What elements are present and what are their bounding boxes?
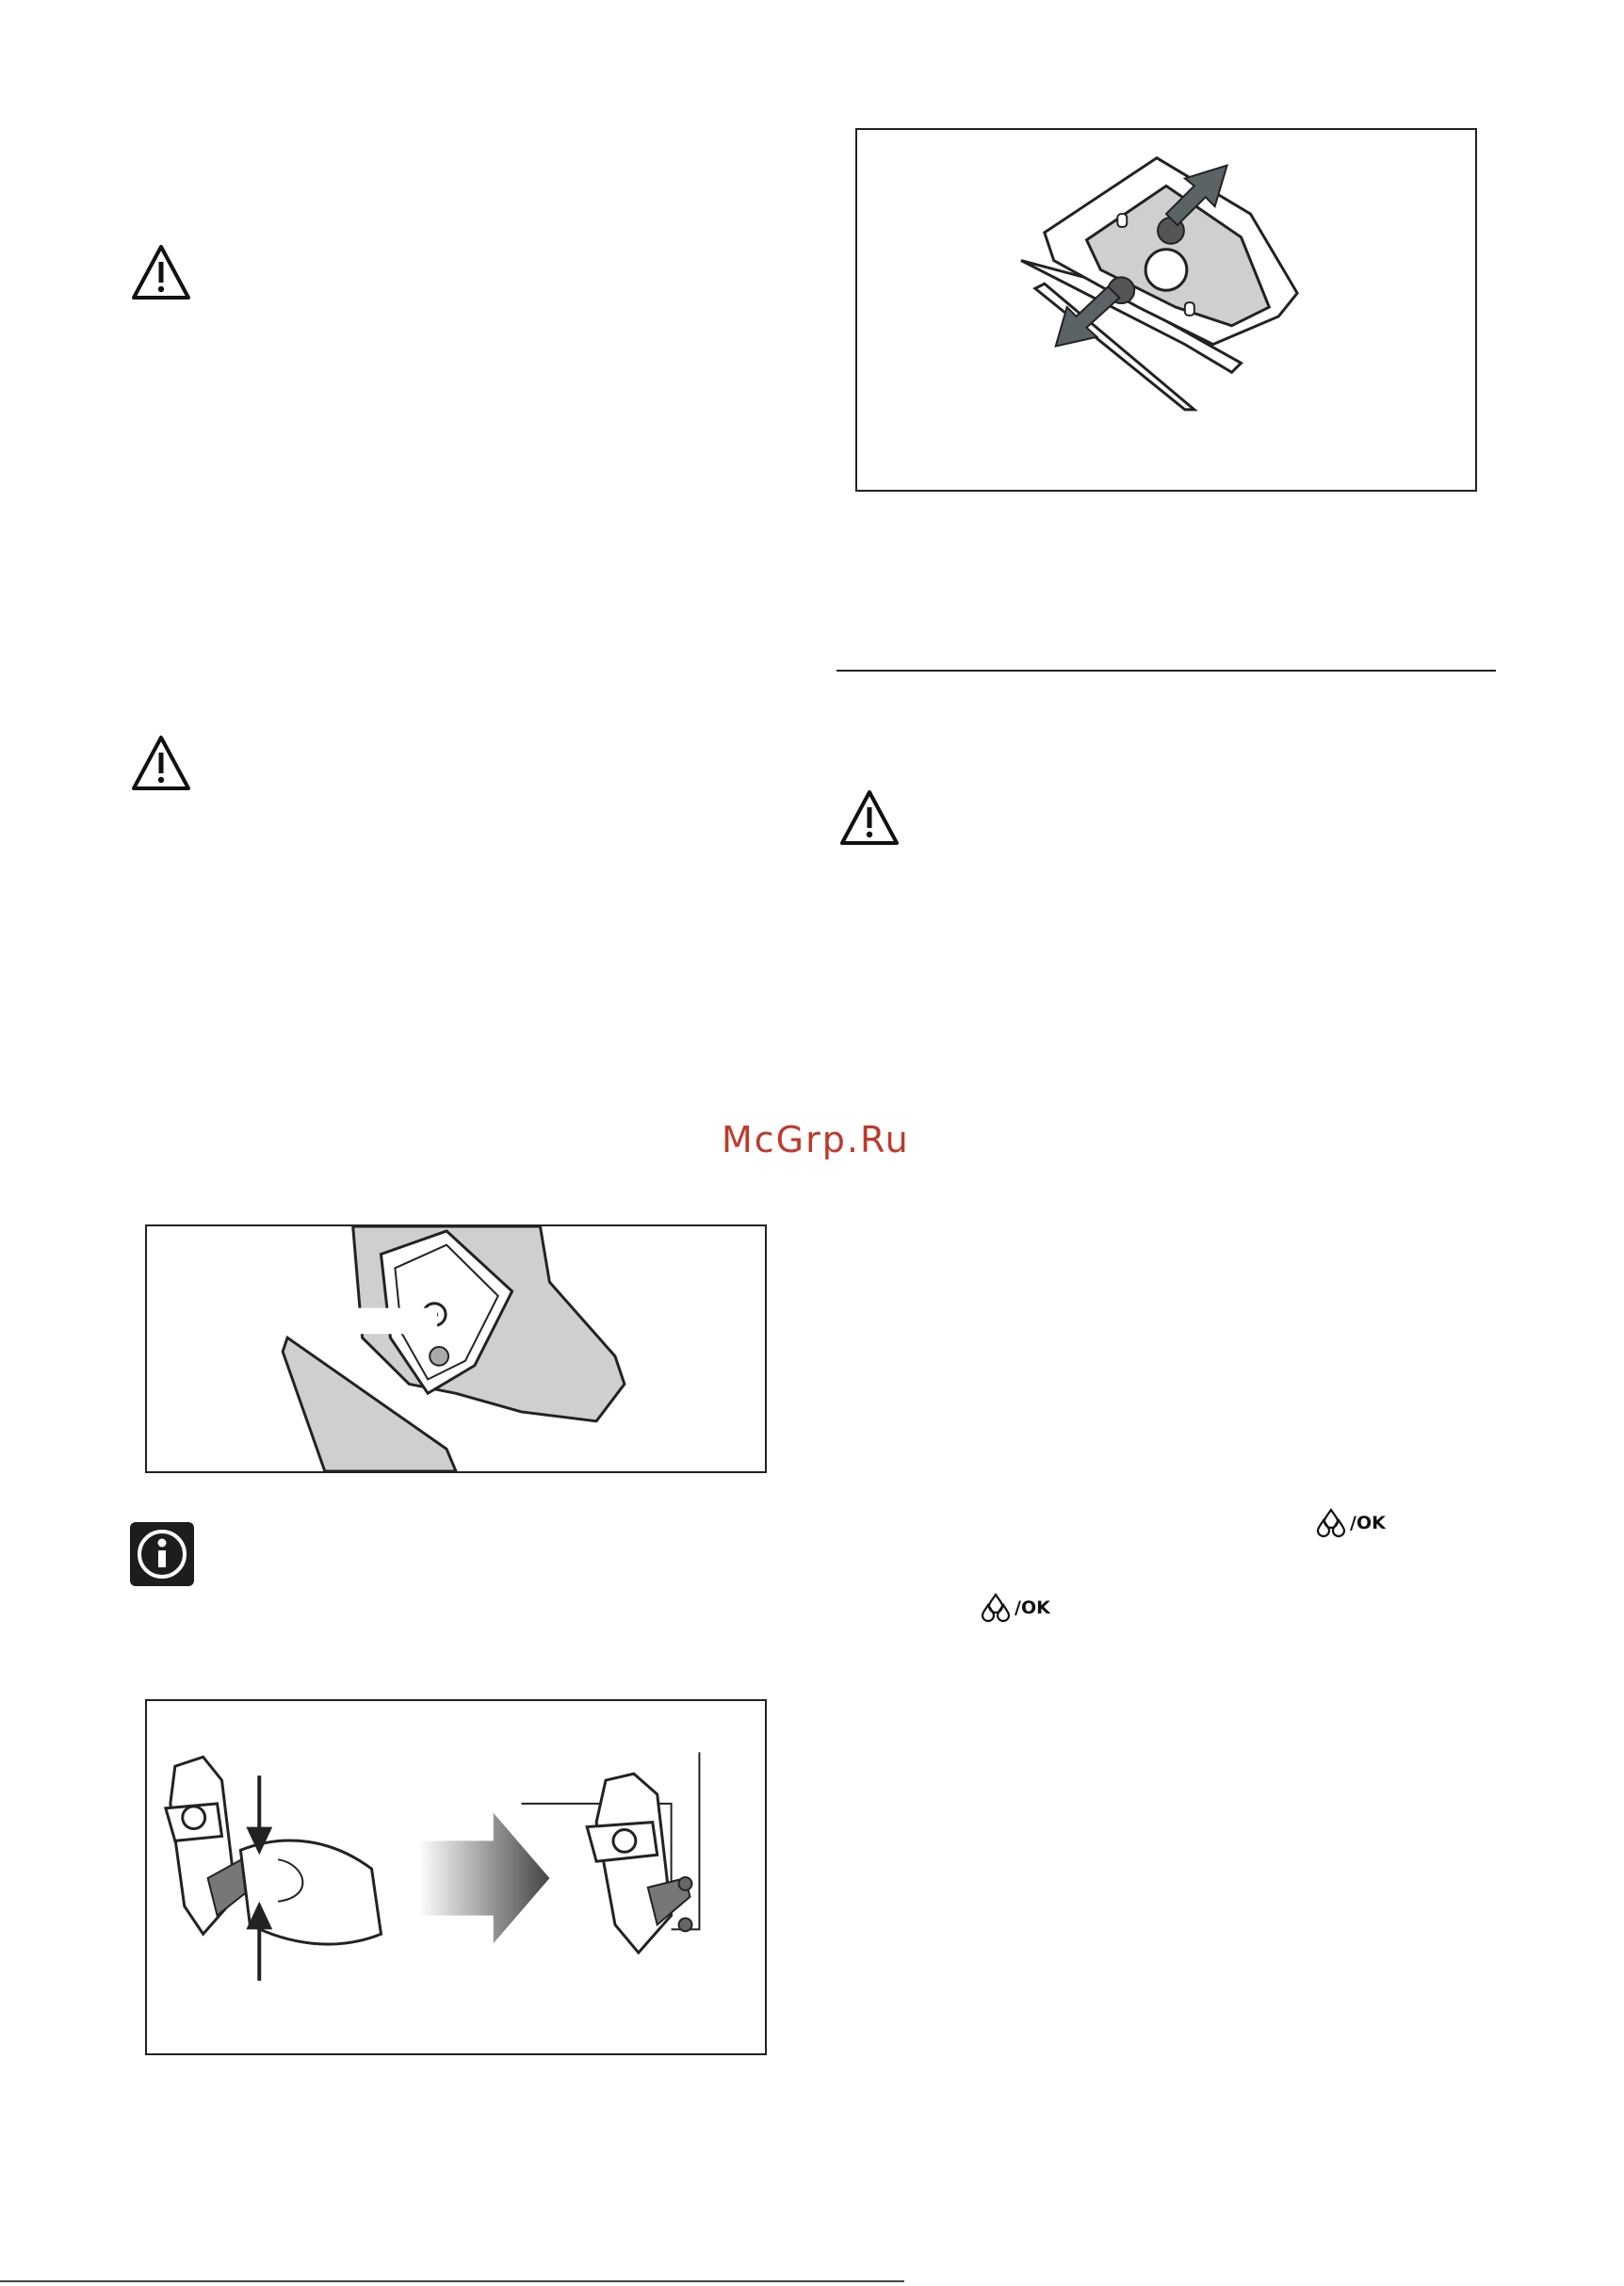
figure-descaling-tablet-insert xyxy=(855,128,1477,492)
info-icon xyxy=(130,1522,194,1586)
section-divider xyxy=(836,670,1496,672)
watermark: McGrp.Ru xyxy=(722,1119,910,1160)
ok-button-symbol: /OK xyxy=(1315,1507,1386,1539)
warning-triangle-icon xyxy=(130,734,192,792)
water-drops-icon xyxy=(1315,1507,1347,1539)
figure-cartridge-release xyxy=(145,1699,767,2055)
warning-triangle-icon xyxy=(130,243,192,301)
water-drops-icon xyxy=(980,1592,1012,1624)
warning-triangle-icon xyxy=(838,788,901,847)
figure-cartridge-in-iron xyxy=(145,1224,767,1473)
ok-button-symbol: /OK xyxy=(980,1592,1050,1624)
page-footer-line xyxy=(0,2280,904,2282)
